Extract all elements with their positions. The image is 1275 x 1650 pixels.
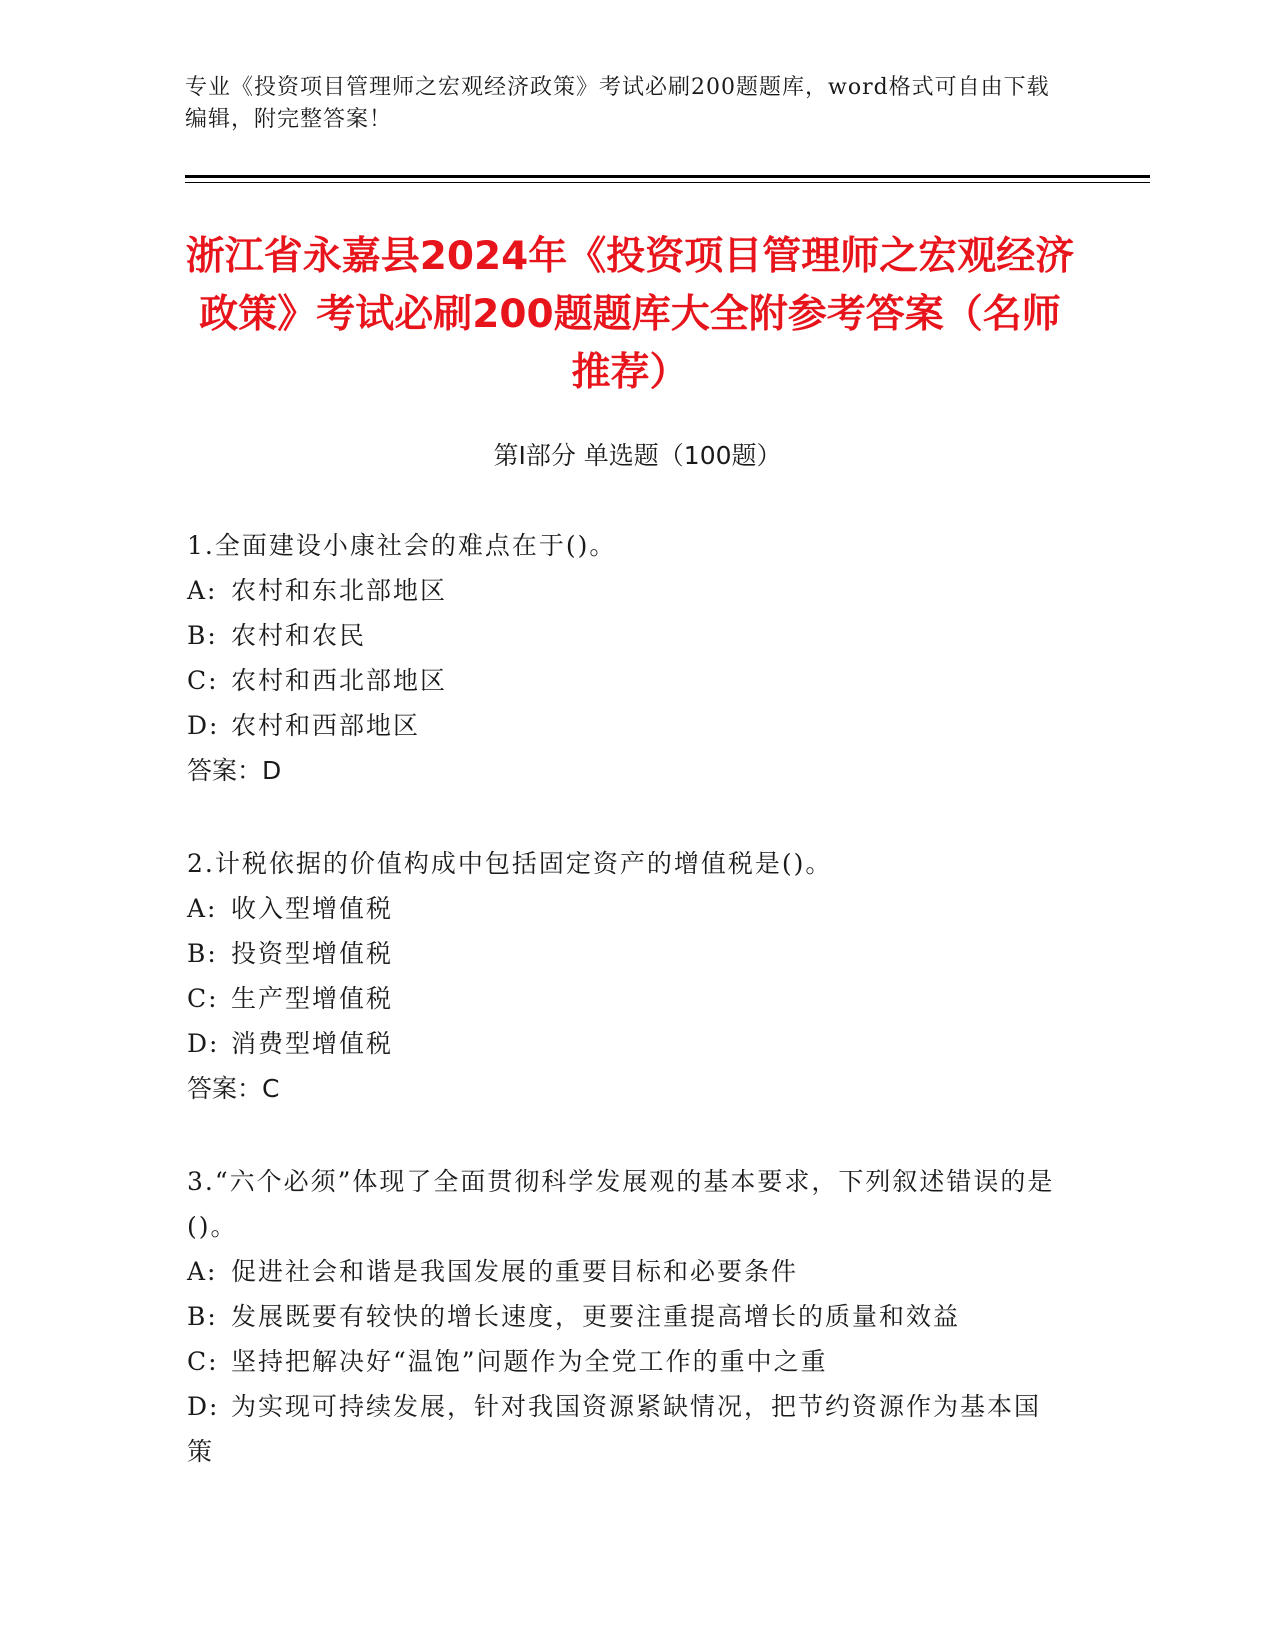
option-letter: A: <box>187 1257 218 1286</box>
question-1 <box>187 523 1067 793</box>
option-c <box>187 658 1067 703</box>
option-letter: A: <box>187 894 218 923</box>
option-letter: C: <box>187 1347 219 1376</box>
option-text: 为实现可持续发展，针对我国资源紧缺情况，把节约资源作为基本国策 <box>187 1392 1042 1466</box>
option-d <box>187 1021 1067 1066</box>
option-letter: A: <box>187 576 218 605</box>
option-a <box>187 1249 1067 1294</box>
section-heading: 第I部分 单选题（100题） <box>493 441 782 470</box>
option-a <box>187 886 1067 931</box>
answer: 答案：D <box>187 756 282 785</box>
option-letter: B: <box>187 939 218 968</box>
option-letter: D: <box>187 1392 220 1421</box>
option-b <box>187 1294 1067 1339</box>
header-note: 专业《投资项目管理师之宏观经济政策》考试必刷200题题库，word格式可自由下载编辑，附完整答案！ <box>185 75 1050 132</box>
answer: 答案：C <box>187 1074 280 1103</box>
option-text: 农村和东北部地区 <box>231 576 448 605</box>
option-c <box>187 976 1067 1021</box>
option-text: 农村和西部地区 <box>231 711 421 740</box>
header-divider-thin <box>185 182 1150 183</box>
option-text: 投资型增值税 <box>231 939 394 968</box>
question-2 <box>187 841 1067 1111</box>
question-stem: 2.计税依据的价值构成中包括固定资产的增值税是()。 <box>187 849 833 878</box>
question-stem: 3.“六个必须”体现了全面贯彻科学发展观的基本要求，下列叙述错误的是()。 <box>187 1167 1055 1241</box>
option-text: 生产型增值税 <box>231 984 394 1013</box>
option-letter: B: <box>187 1302 218 1331</box>
option-text: 坚持把解决好“温饱”问题作为全党工作的重中之重 <box>231 1347 828 1376</box>
option-b <box>187 931 1067 976</box>
option-text: 农村和农民 <box>231 621 367 650</box>
option-text: 发展既要有较快的增长速度，更要注重提高增长的质量和效益 <box>231 1302 961 1331</box>
question-stem: 1.全面建设小康社会的难点在于()。 <box>187 531 617 560</box>
option-letter: C: <box>187 984 219 1013</box>
option-letter: D: <box>187 1029 220 1058</box>
option-b <box>187 613 1067 658</box>
option-d <box>187 703 1067 748</box>
option-d <box>187 1384 1067 1474</box>
header-divider-thick <box>185 175 1150 178</box>
option-c <box>187 1339 1067 1384</box>
document-title: 浙江省永嘉县2024年《投资项目管理师之宏观经济政策》考试必刷200题题库大全附参考答案（名师推荐） <box>185 234 1075 395</box>
option-text: 促进社会和谐是我国发展的重要目标和必要条件 <box>231 1257 799 1286</box>
option-letter: B: <box>187 621 218 650</box>
question-3 <box>187 1159 1067 1474</box>
option-a <box>187 568 1067 613</box>
option-text: 消费型增值税 <box>231 1029 394 1058</box>
option-text: 农村和西北部地区 <box>231 666 448 695</box>
option-letter: C: <box>187 666 219 695</box>
option-text: 收入型增值税 <box>231 894 394 923</box>
option-letter: D: <box>187 711 220 740</box>
